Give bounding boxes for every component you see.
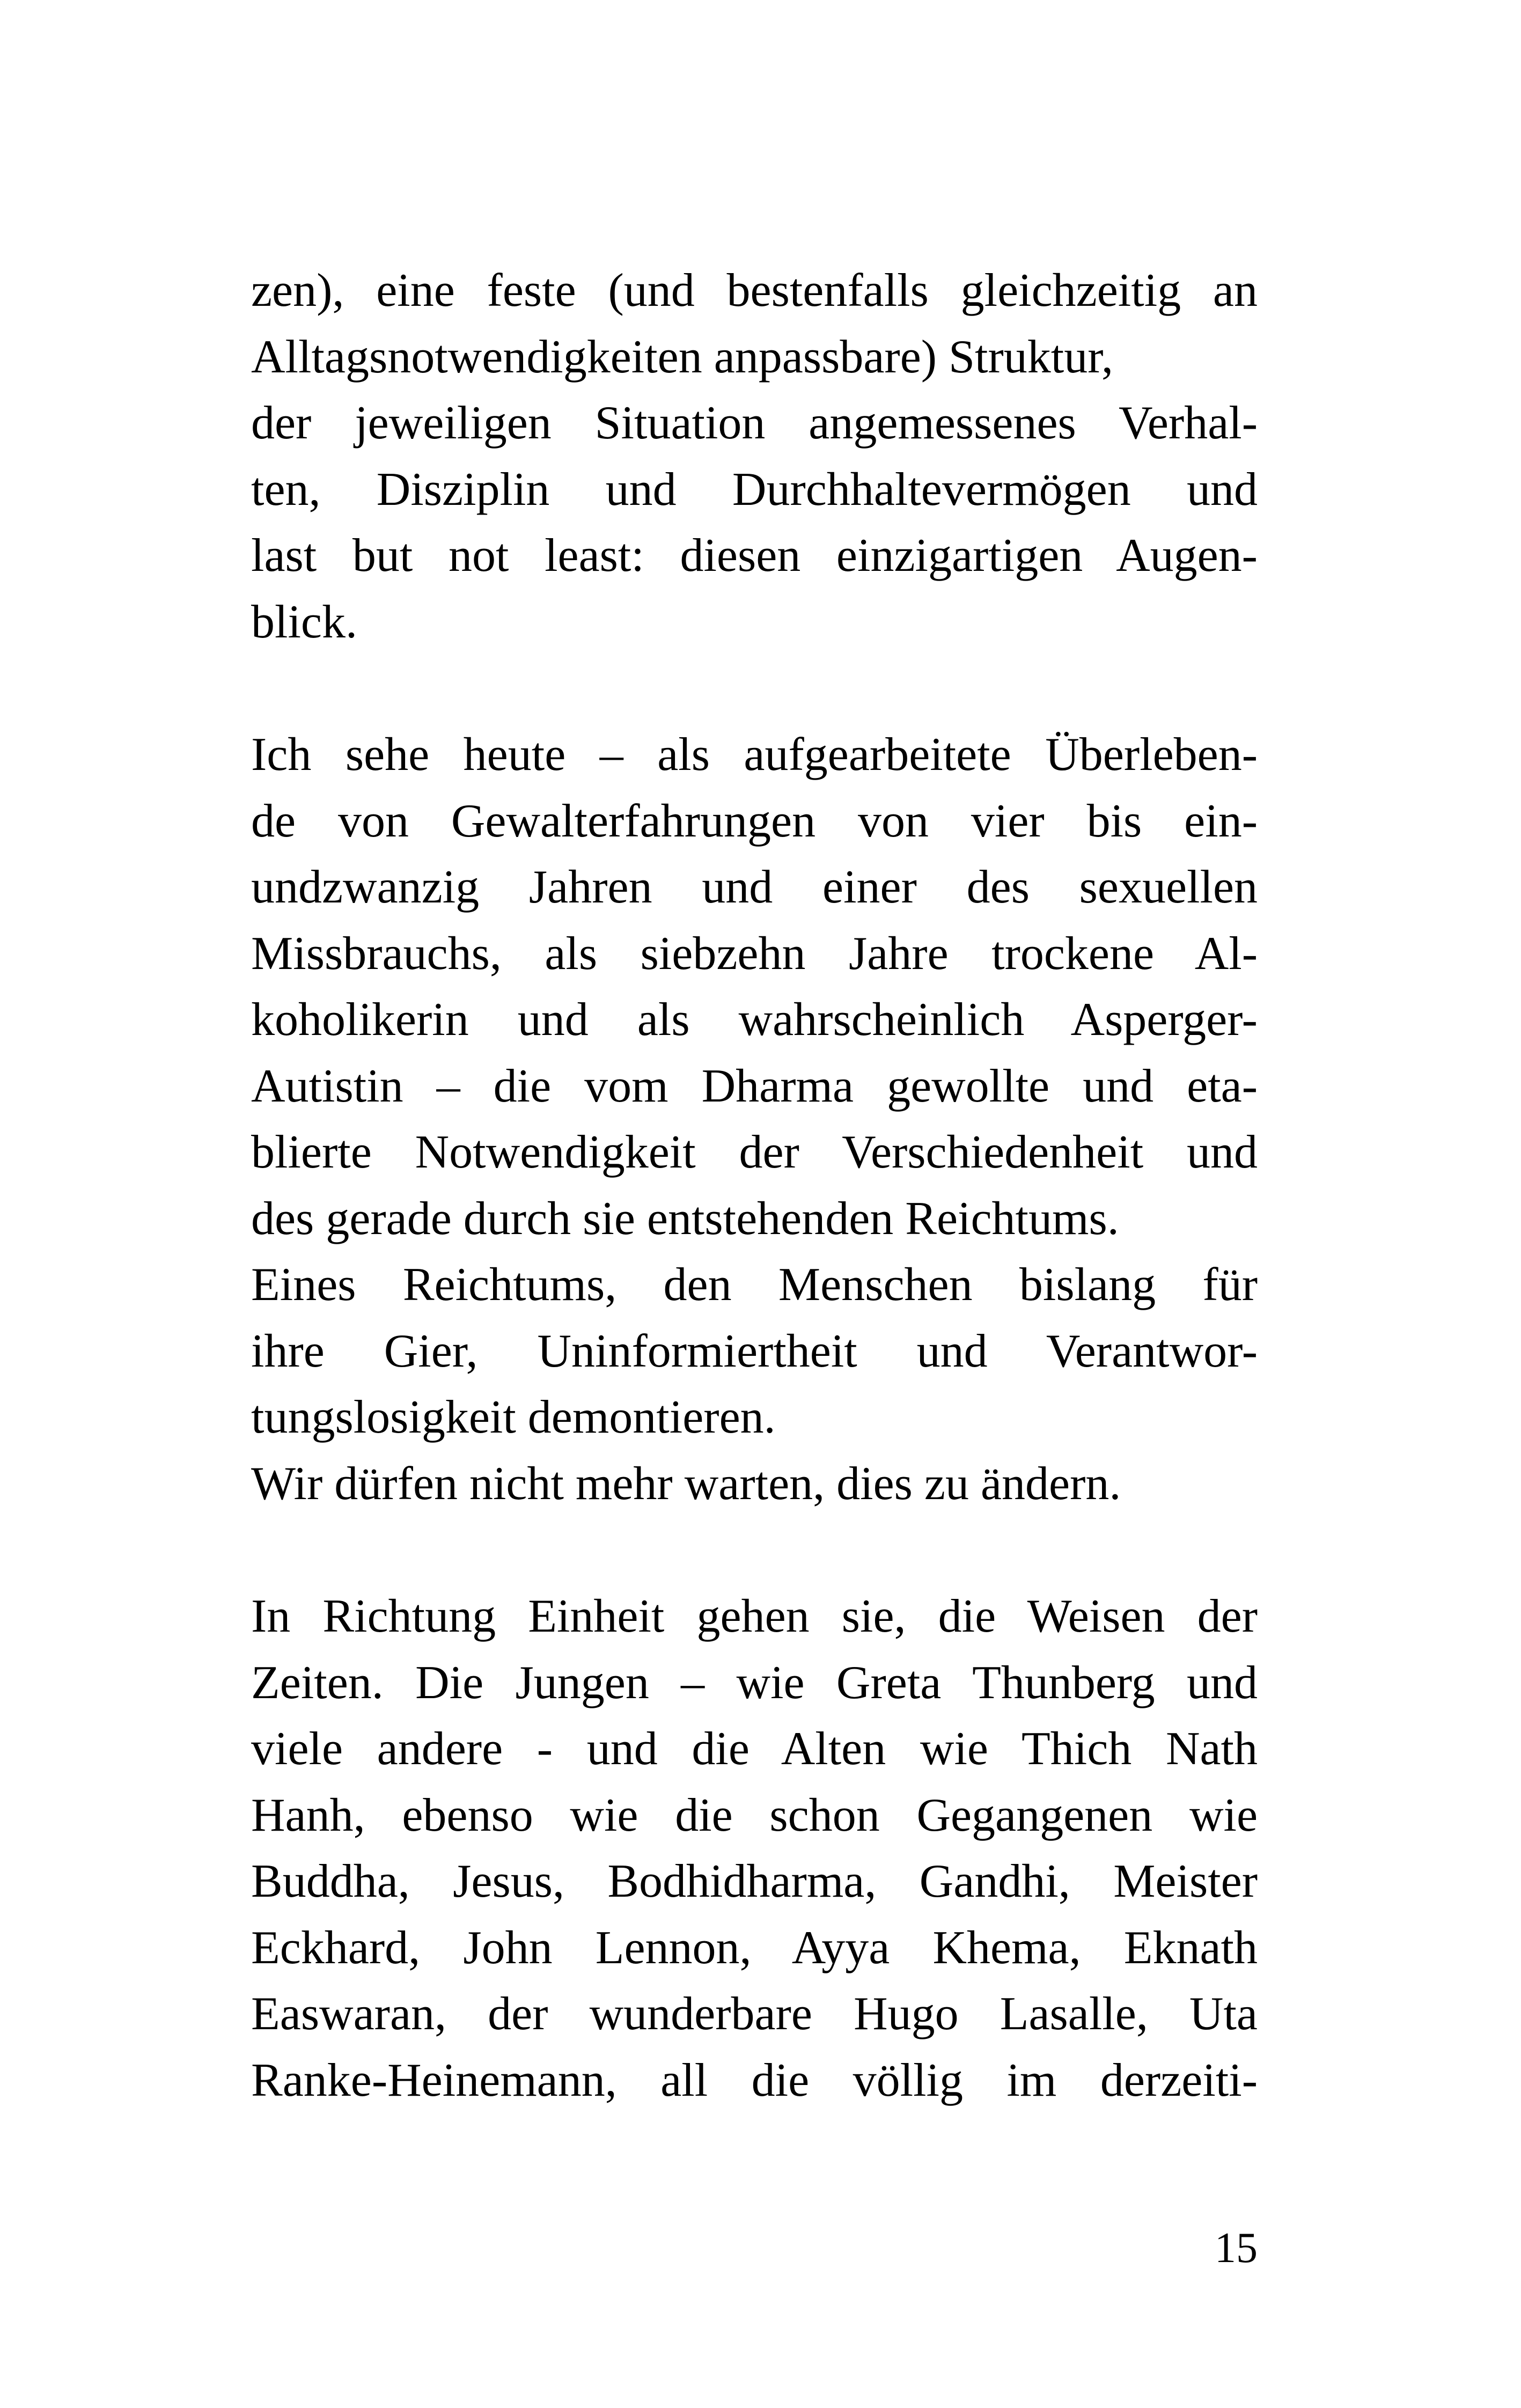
text-line: ten, Disziplin und Durchhaltevermögen und xyxy=(251,463,1258,516)
text-line: Easwaran, der wunderbare Hugo Lasalle, Uta xyxy=(251,1988,1258,2040)
text-line: In Richtung Einheit gehen sie, die Weisen der xyxy=(251,1590,1258,1642)
text-line: zen), eine feste (und bestenfalls gleichzeitig an xyxy=(251,265,1258,317)
text-line: Ranke-Heinemann, all die völlig im derzeiti- xyxy=(251,2054,1258,2106)
text-line: Ich sehe heute – als aufgearbeitete Überleben- xyxy=(251,729,1258,781)
text-line: Eines Reichtums, den Menschen bislang für xyxy=(251,1259,1258,1311)
paragraph xyxy=(251,1583,1258,2113)
text-line: Buddha, Jesus, Bodhidharma, Gandhi, Meister xyxy=(251,1855,1258,1907)
text-line: Hanh, ebenso wie die schon Gegangenen wie xyxy=(251,1789,1258,1841)
text-line: tungslosigkeit demontieren. xyxy=(251,1391,776,1443)
body-text xyxy=(251,258,1258,2113)
paragraph-gap xyxy=(251,1517,1258,1583)
text-line: der jeweiligen Situation angemessenes Verhal- xyxy=(251,397,1258,449)
text-line: ihre Gier, Uninformiertheit und Verantwor- xyxy=(251,1325,1258,1377)
text-line: Wir dürfen nicht mehr warten, dies zu ändern. xyxy=(251,1457,1121,1510)
text-line: last but not least: diesen einzigartigen Augen- xyxy=(251,530,1258,582)
text-line: blick. xyxy=(251,596,357,648)
paragraph xyxy=(251,722,1258,1517)
paragraph xyxy=(251,258,1258,655)
text-line: Eckhard, John Lennon, Ayya Khema, Eknath xyxy=(251,1921,1258,1974)
text-line: undzwanzig Jahren und einer des sexuellen xyxy=(251,861,1258,913)
page-number: 15 xyxy=(1215,2225,1258,2272)
text-line: viele andere - und die Alten wie Thich Nath xyxy=(251,1723,1258,1775)
text-line: Alltagsnotwendigkeiten anpassbare) Struktur, xyxy=(251,331,1113,383)
text-line: Zeiten. Die Jungen – wie Greta Thunberg und xyxy=(251,1656,1258,1709)
text-line: Autistin – die vom Dharma gewollte und eta- xyxy=(251,1060,1258,1112)
text-line: de von Gewalterfahrungen von vier bis ein- xyxy=(251,795,1258,847)
text-line: blierte Notwendigkeit der Verschiedenheit und xyxy=(251,1126,1258,1178)
text-line: koholikerin und als wahrscheinlich Asperger- xyxy=(251,994,1258,1046)
text-line: des gerade durch sie entstehenden Reichtums. xyxy=(251,1192,1119,1245)
paragraph-gap xyxy=(251,655,1258,722)
text-line: Missbrauchs, als siebzehn Jahre trockene Al- xyxy=(251,927,1258,980)
